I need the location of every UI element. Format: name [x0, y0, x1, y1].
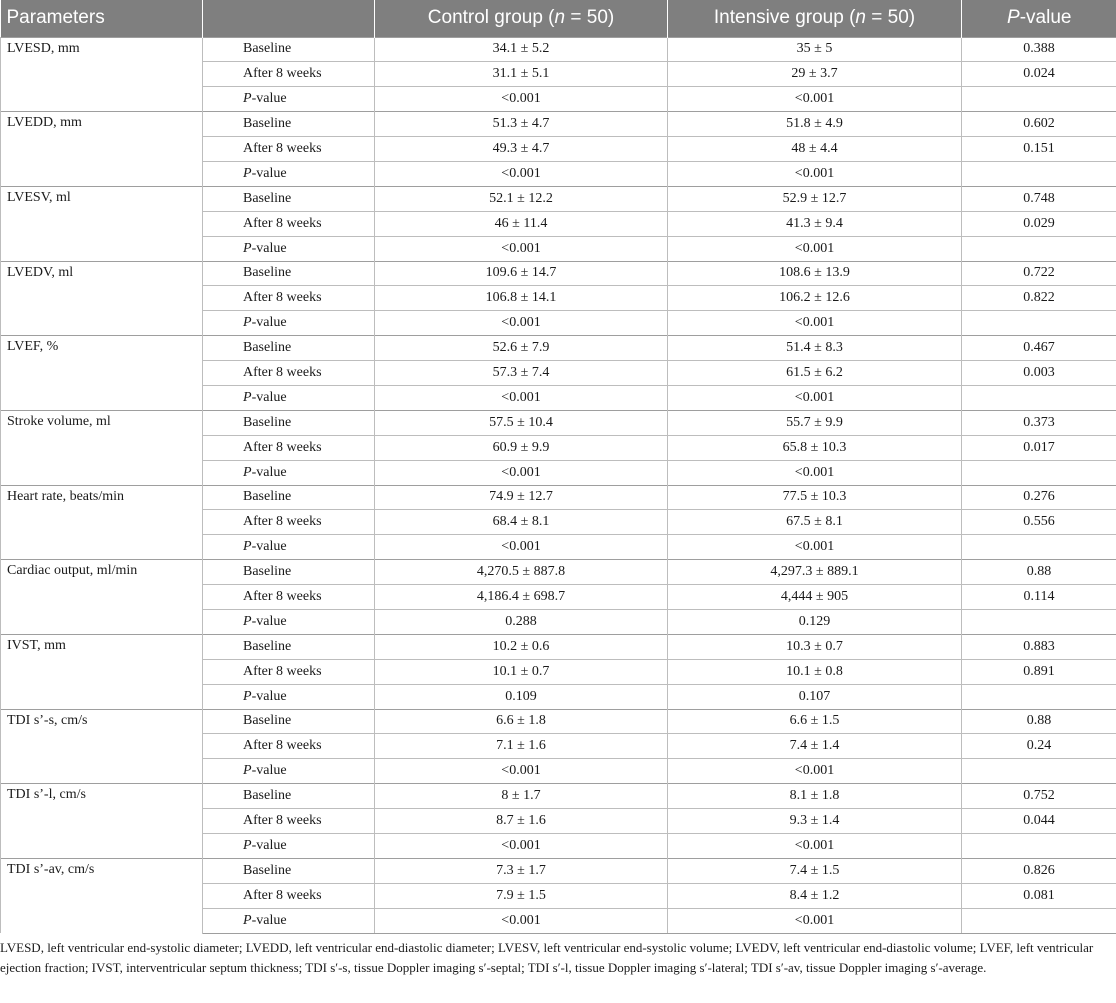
table-row [1, 858, 1116, 883]
condition-p-suffix: -value [251, 837, 287, 853]
table-row [1, 485, 1116, 510]
control-value-cell: 68.4 ± 8.1 [375, 510, 668, 535]
condition-cell: Baseline [203, 410, 375, 435]
control-value-cell: 8.7 ± 1.6 [375, 809, 668, 834]
intensive-value-cell: 52.9 ± 12.7 [668, 186, 962, 211]
control-value-cell: 10.1 ± 0.7 [375, 659, 668, 684]
header-condition [203, 0, 375, 37]
control-value-cell: 106.8 ± 14.1 [375, 286, 668, 311]
condition-cell: After 8 weeks [203, 286, 375, 311]
condition-p-suffix: -value [251, 912, 287, 928]
intensive-value-cell: 77.5 ± 10.3 [668, 485, 962, 510]
header-intensive-group: Intensive group (n = 50) [668, 0, 962, 37]
condition-p-suffix: -value [251, 315, 287, 331]
intensive-value-cell: 35 ± 5 [668, 37, 962, 62]
condition-cell [203, 759, 375, 784]
parameter-cell: IVST, mm [1, 634, 203, 709]
control-value-cell: <0.001 [375, 161, 668, 186]
control-value-cell: <0.001 [375, 311, 668, 336]
condition-p-suffix: -value [251, 464, 287, 480]
table-row [1, 410, 1116, 435]
parameter-cell: TDI s’-av, cm/s [1, 858, 203, 933]
condition-p-italic: P [243, 763, 252, 779]
table-row [1, 784, 1116, 809]
condition-p-suffix: -value [251, 91, 287, 107]
table-row [1, 560, 1116, 585]
condition-p-italic: P [243, 613, 252, 629]
condition-cell: Baseline [203, 709, 375, 734]
control-value-cell: 57.3 ± 7.4 [375, 361, 668, 386]
condition-p-italic: P [243, 389, 252, 405]
control-value-cell: 4,186.4 ± 698.7 [375, 585, 668, 610]
condition-cell [203, 609, 375, 634]
condition-p-suffix: -value [251, 763, 287, 779]
intensive-value-cell: 10.1 ± 0.8 [668, 659, 962, 684]
intensive-value-cell: 67.5 ± 8.1 [668, 510, 962, 535]
p-value-cell: 0.891 [962, 659, 1116, 684]
intensive-value-cell: 41.3 ± 9.4 [668, 211, 962, 236]
intensive-value-cell: 108.6 ± 13.9 [668, 261, 962, 286]
p-value-cell [962, 385, 1116, 410]
header-parameters: Parameters [1, 0, 203, 37]
condition-p-suffix: -value [251, 389, 287, 405]
table-row [1, 261, 1116, 286]
condition-cell: After 8 weeks [203, 734, 375, 759]
condition-cell: After 8 weeks [203, 361, 375, 386]
p-value-cell: 0.017 [962, 435, 1116, 460]
condition-cell: After 8 weeks [203, 137, 375, 162]
control-value-cell: 74.9 ± 12.7 [375, 485, 668, 510]
table-row [1, 336, 1116, 361]
condition-cell [203, 385, 375, 410]
control-value-cell: 7.3 ± 1.7 [375, 858, 668, 883]
control-value-cell: 51.3 ± 4.7 [375, 112, 668, 137]
condition-cell: After 8 weeks [203, 809, 375, 834]
condition-cell: After 8 weeks [203, 211, 375, 236]
control-value-cell: 0.109 [375, 684, 668, 709]
control-value-cell: 52.1 ± 12.2 [375, 186, 668, 211]
p-value-cell [962, 460, 1116, 485]
parameter-cell: TDI s’-l, cm/s [1, 784, 203, 859]
p-value-cell: 0.822 [962, 286, 1116, 311]
intensive-value-cell: 8.4 ± 1.2 [668, 883, 962, 908]
control-value-cell: <0.001 [375, 385, 668, 410]
p-value-cell [962, 684, 1116, 709]
control-value-cell: 60.9 ± 9.9 [375, 435, 668, 460]
condition-cell: Baseline [203, 336, 375, 361]
control-value-cell: 6.6 ± 1.8 [375, 709, 668, 734]
control-value-cell: <0.001 [375, 87, 668, 112]
control-value-cell: 57.5 ± 10.4 [375, 410, 668, 435]
p-value-cell: 0.24 [962, 734, 1116, 759]
condition-cell [203, 834, 375, 859]
condition-p-italic: P [243, 539, 252, 555]
p-value-cell: 0.467 [962, 336, 1116, 361]
condition-cell: After 8 weeks [203, 883, 375, 908]
intensive-value-cell: <0.001 [668, 908, 962, 933]
condition-cell: Baseline [203, 37, 375, 62]
control-value-cell: 7.9 ± 1.5 [375, 883, 668, 908]
parameter-cell: LVEF, % [1, 336, 203, 411]
intensive-value-cell: <0.001 [668, 385, 962, 410]
condition-cell: After 8 weeks [203, 659, 375, 684]
p-value-cell: 0.722 [962, 261, 1116, 286]
intensive-value-cell: 65.8 ± 10.3 [668, 435, 962, 460]
condition-p-suffix: -value [251, 688, 287, 704]
condition-p-italic: P [243, 464, 252, 480]
p-value-cell: 0.88 [962, 709, 1116, 734]
table-row [1, 709, 1116, 734]
control-value-cell: <0.001 [375, 908, 668, 933]
intensive-value-cell: 48 ± 4.4 [668, 137, 962, 162]
p-value-cell: 0.602 [962, 112, 1116, 137]
condition-cell [203, 684, 375, 709]
condition-p-suffix: -value [251, 165, 287, 181]
parameter-cell: TDI s’-s, cm/s [1, 709, 203, 784]
intensive-value-cell: 7.4 ± 1.5 [668, 858, 962, 883]
intensive-value-cell: 4,297.3 ± 889.1 [668, 560, 962, 585]
intensive-value-cell: 51.8 ± 4.9 [668, 112, 962, 137]
p-value-cell: 0.003 [962, 361, 1116, 386]
intensive-value-cell: 29 ± 3.7 [668, 62, 962, 87]
p-value-cell: 0.748 [962, 186, 1116, 211]
p-value-cell [962, 834, 1116, 859]
intensive-value-cell: 4,444 ± 905 [668, 585, 962, 610]
intensive-value-cell: <0.001 [668, 834, 962, 859]
condition-cell [203, 161, 375, 186]
intensive-value-cell: <0.001 [668, 236, 962, 261]
condition-cell: After 8 weeks [203, 585, 375, 610]
intensive-value-cell: 9.3 ± 1.4 [668, 809, 962, 834]
condition-p-italic: P [243, 240, 252, 256]
condition-p-italic: P [243, 837, 252, 853]
p-value-cell: 0.388 [962, 37, 1116, 62]
p-value-cell [962, 236, 1116, 261]
control-value-cell: <0.001 [375, 759, 668, 784]
table-row [1, 186, 1116, 211]
control-value-cell: 52.6 ± 7.9 [375, 336, 668, 361]
p-value-cell: 0.373 [962, 410, 1116, 435]
condition-cell: Baseline [203, 186, 375, 211]
p-value-cell: 0.752 [962, 784, 1116, 809]
table-footnote: LVESD, left ventricular end-systolic diameter; LVEDD, left ventricular end-diastolic diameter; LVESV, left ventricular end-systolic volume; LVEDV, left ventricular end-diastolic volume; LVEF, left ventricular ejection fraction; IVST, interventricular septum thickness; TDI s′-s, tissue Doppler imaging s′-septal; TDI s′-l, tissue Doppler imaging s′-lateral; TDI s′-av, tissue Doppler imaging s′-average. [0, 940, 1094, 975]
control-value-cell: 8 ± 1.7 [375, 784, 668, 809]
intensive-value-cell: 106.2 ± 12.6 [668, 286, 962, 311]
condition-p-suffix: -value [251, 613, 287, 629]
condition-p-italic: P [243, 912, 252, 928]
p-value-cell: 0.024 [962, 62, 1116, 87]
intensive-value-cell: <0.001 [668, 460, 962, 485]
parameter-cell: LVEDD, mm [1, 112, 203, 187]
condition-p-italic: P [243, 315, 252, 331]
control-value-cell: <0.001 [375, 535, 668, 560]
p-value-cell [962, 311, 1116, 336]
p-value-cell [962, 535, 1116, 560]
condition-cell [203, 236, 375, 261]
table-row [1, 634, 1116, 659]
condition-cell: After 8 weeks [203, 62, 375, 87]
p-value-cell [962, 87, 1116, 112]
p-value-cell: 0.276 [962, 485, 1116, 510]
control-value-cell: <0.001 [375, 834, 668, 859]
table-header [1, 0, 1116, 37]
control-value-cell: <0.001 [375, 236, 668, 261]
control-value-cell: 31.1 ± 5.1 [375, 62, 668, 87]
condition-cell: After 8 weeks [203, 510, 375, 535]
parameter-cell: Cardiac output, ml/min [1, 560, 203, 635]
intensive-value-cell: 61.5 ± 6.2 [668, 361, 962, 386]
control-value-cell: 10.2 ± 0.6 [375, 634, 668, 659]
condition-cell [203, 460, 375, 485]
p-value-cell: 0.029 [962, 211, 1116, 236]
p-value-cell: 0.114 [962, 585, 1116, 610]
control-value-cell: 49.3 ± 4.7 [375, 137, 668, 162]
intensive-value-cell: 6.6 ± 1.5 [668, 709, 962, 734]
p-value-cell: 0.88 [962, 560, 1116, 585]
table-row [1, 37, 1116, 62]
control-value-cell: 7.1 ± 1.6 [375, 734, 668, 759]
intensive-value-cell: 8.1 ± 1.8 [668, 784, 962, 809]
header-control-group: Control group (n = 50) [375, 0, 668, 37]
p-value-cell: 0.151 [962, 137, 1116, 162]
condition-cell [203, 87, 375, 112]
condition-p-italic: P [243, 91, 252, 107]
header-p-value: P-value [962, 0, 1116, 37]
intensive-value-cell: <0.001 [668, 311, 962, 336]
condition-p-italic: P [243, 165, 252, 181]
condition-cell: Baseline [203, 634, 375, 659]
parameter-cell: LVESV, ml [1, 186, 203, 261]
table-row [1, 112, 1116, 137]
intensive-value-cell: 10.3 ± 0.7 [668, 634, 962, 659]
p-value-cell: 0.556 [962, 510, 1116, 535]
control-value-cell: 0.288 [375, 609, 668, 634]
condition-cell [203, 908, 375, 933]
intensive-value-cell: 0.129 [668, 609, 962, 634]
intensive-value-cell: 55.7 ± 9.9 [668, 410, 962, 435]
condition-cell: Baseline [203, 560, 375, 585]
p-value-cell: 0.081 [962, 883, 1116, 908]
parameter-cell: LVESD, mm [1, 37, 203, 112]
condition-cell: After 8 weeks [203, 435, 375, 460]
intensive-value-cell: 0.107 [668, 684, 962, 709]
condition-p-suffix: -value [251, 240, 287, 256]
parameter-cell: LVEDV, ml [1, 261, 203, 336]
intensive-value-cell: <0.001 [668, 87, 962, 112]
table-body [1, 37, 1116, 933]
condition-cell [203, 311, 375, 336]
control-value-cell: 109.6 ± 14.7 [375, 261, 668, 286]
control-value-cell: 34.1 ± 5.2 [375, 37, 668, 62]
intensive-value-cell: 51.4 ± 8.3 [668, 336, 962, 361]
intensive-value-cell: 7.4 ± 1.4 [668, 734, 962, 759]
p-value-cell: 0.826 [962, 858, 1116, 883]
parameter-cell: Stroke volume, ml [1, 410, 203, 485]
p-value-cell [962, 609, 1116, 634]
condition-cell: Baseline [203, 261, 375, 286]
intensive-value-cell: <0.001 [668, 759, 962, 784]
condition-cell: Baseline [203, 485, 375, 510]
condition-p-suffix: -value [251, 539, 287, 555]
intensive-value-cell: <0.001 [668, 161, 962, 186]
parameter-cell: Heart rate, beats/min [1, 485, 203, 560]
control-value-cell: 4,270.5 ± 887.8 [375, 560, 668, 585]
condition-cell [203, 535, 375, 560]
p-value-cell [962, 161, 1116, 186]
header-row [1, 0, 1116, 37]
condition-cell: Baseline [203, 112, 375, 137]
intensive-value-cell: <0.001 [668, 535, 962, 560]
condition-p-italic: P [243, 688, 252, 704]
p-value-cell: 0.044 [962, 809, 1116, 834]
control-value-cell: 46 ± 11.4 [375, 211, 668, 236]
condition-cell: Baseline [203, 784, 375, 809]
control-value-cell: <0.001 [375, 460, 668, 485]
p-value-cell: 0.883 [962, 634, 1116, 659]
condition-cell: Baseline [203, 858, 375, 883]
p-value-cell [962, 759, 1116, 784]
p-value-cell [962, 908, 1116, 933]
